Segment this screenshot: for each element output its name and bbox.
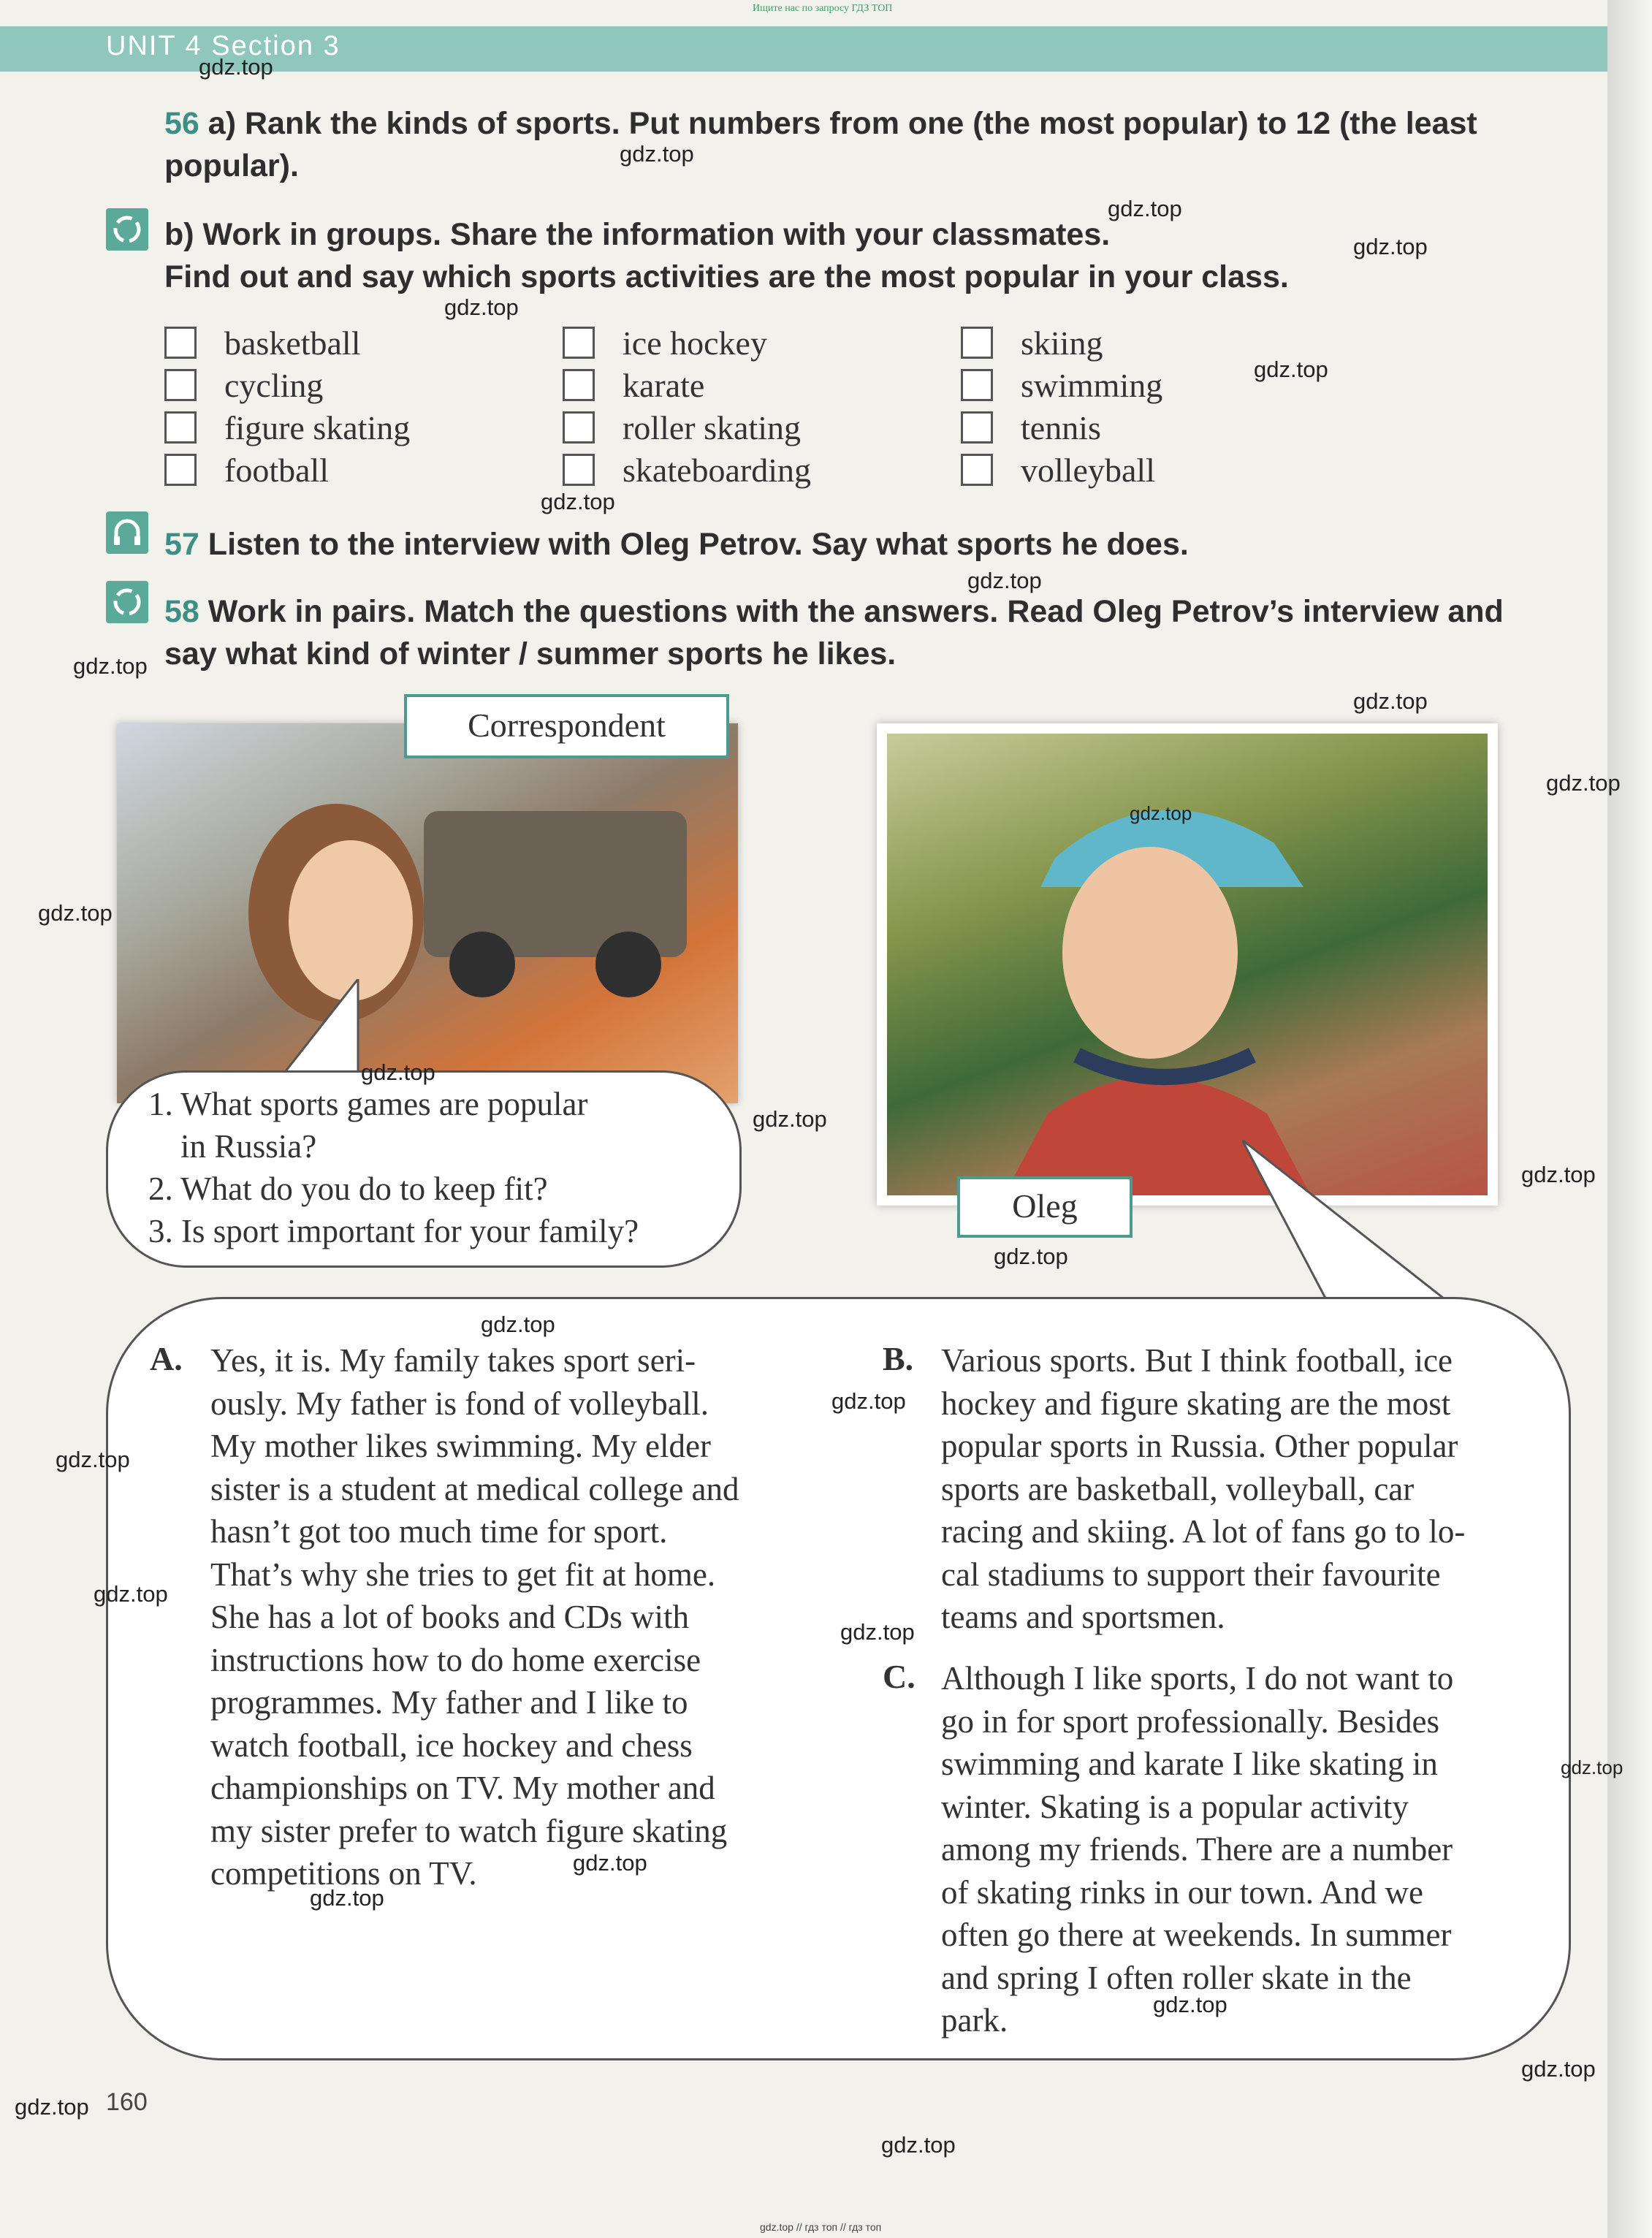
watermark: gdz.top: [1353, 688, 1428, 714]
watermark: gdz.top: [56, 1447, 130, 1472]
answer-a-line: competitions on TV.: [210, 1855, 477, 1892]
watermark: gdz.top: [1130, 802, 1192, 824]
headphones-icon: [106, 511, 148, 554]
watermark: gdz.top: [1353, 234, 1428, 259]
checkbox[interactable]: [563, 411, 595, 444]
watermark: gdz.top: [1546, 770, 1621, 796]
answer-b-line: racing and skiing. A lot of fans go to lo-: [941, 1513, 1466, 1550]
sport-item: [164, 321, 544, 364]
pair-work-icon: [106, 581, 148, 623]
checkbox[interactable]: [164, 327, 197, 359]
watermark: gdz.top: [573, 1850, 647, 1876]
task-56-b-line1: b) Work in groups. Share the information with your classmates.: [164, 217, 1111, 252]
sport-item: [563, 364, 943, 406]
watermark: gdz.top: [1561, 1756, 1624, 1778]
unit-title: UNIT 4 Section 3: [106, 31, 340, 61]
task-58: [164, 590, 1553, 675]
answer-a-line: She has a lot of books and CDs with: [210, 1599, 689, 1635]
answer-c-line: often go there at weekends. In summer: [941, 1917, 1452, 1953]
checkbox[interactable]: [563, 369, 595, 401]
answer-a-line: watch football, ice hockey and chess: [210, 1727, 693, 1764]
task-57-number: 57: [164, 527, 199, 562]
watermark: gdz.top: [831, 1388, 906, 1414]
sport-item: [164, 364, 544, 406]
task-57-text: Listen to the interview with Oleg Petrov. Say what sports he does.: [208, 527, 1189, 562]
sport-label: skateboarding: [623, 451, 812, 489]
answer-c-letter: C.: [883, 1658, 916, 1695]
checkbox[interactable]: [563, 454, 595, 486]
answer-c-line: of skating rinks in our town. And we: [941, 1873, 1423, 1911]
sport-label: swimming: [1021, 366, 1163, 404]
task-56-a: [164, 102, 1553, 187]
answer-b-line: cal stadiums to support their favourite: [941, 1556, 1441, 1593]
sport-item: [563, 449, 943, 491]
sport-label: volleyball: [1021, 451, 1155, 489]
task-56-a-text: a) Rank the kinds of sports. Put numbers from one (the most popular) to 12 (the least popular).: [164, 106, 1477, 183]
checkbox[interactable]: [961, 369, 993, 401]
answer-a-text: [210, 1339, 821, 1895]
answer-b-line: hockey and figure skating are the most: [941, 1385, 1451, 1422]
watermark: gdz.top: [199, 54, 273, 80]
task-58-number: 58: [164, 594, 199, 629]
footer-note: gdz.top // гдз топ // гдз топ: [760, 2221, 882, 2233]
answer-c-text: [941, 1657, 1533, 2042]
answer-a-line: ously. My father is fond of volleyball.: [210, 1385, 709, 1422]
task-57: [164, 523, 1553, 566]
questions-list: [148, 1083, 639, 1252]
top-site-note: Ищите нас по запросу ГДЗ ТОП: [753, 3, 893, 14]
watermark: gdz.top: [15, 2094, 89, 2120]
answer-c-line: and spring I often roller skate in the: [941, 1959, 1412, 1996]
watermark: gdz.top: [1521, 2056, 1596, 2082]
sport-item: [961, 406, 1341, 449]
watermark: gdz.top: [1153, 1992, 1227, 2017]
answer-a-line: programmes. My father and I like to: [210, 1684, 688, 1721]
sports-column-3: [961, 321, 1341, 491]
watermark: gdz.top: [310, 1885, 384, 1911]
checkbox[interactable]: [961, 454, 993, 486]
watermark: gdz.top: [38, 900, 113, 926]
answer-a-line: My mother likes swimming. My elder: [210, 1428, 711, 1464]
sport-item: [164, 449, 544, 491]
answer-b-line: popular sports in Russia. Other popular: [941, 1428, 1458, 1464]
task-58-text: Work in pairs. Match the questions with the answers. Read Oleg Petrov’s interview and say what kind of winter / summer sports he likes.: [164, 594, 1504, 671]
watermark: gdz.top: [620, 141, 694, 167]
watermark: gdz.top: [840, 1619, 915, 1645]
checkbox[interactable]: [164, 411, 197, 444]
sport-label: karate: [623, 366, 705, 404]
sport-label: tennis: [1021, 408, 1101, 446]
sport-label: roller skating: [623, 408, 801, 446]
sport-label: football: [224, 451, 330, 489]
page-edge: [1607, 0, 1652, 2238]
answer-b-letter: B.: [883, 1340, 914, 1377]
sports-column-1: [164, 321, 544, 491]
page-number: 160: [106, 2088, 148, 2116]
question-1-cont: in Russia?: [180, 1128, 317, 1165]
sport-label: figure skating: [224, 408, 411, 446]
watermark: gdz.top: [73, 653, 148, 679]
checkbox[interactable]: [164, 454, 197, 486]
answer-b-line: teams and sportsmen.: [941, 1599, 1225, 1635]
watermark: gdz.top: [361, 1059, 435, 1085]
answer-a-line: sister is a student at medical college and: [210, 1470, 739, 1507]
answer-a-line: championships on TV. My mother and: [210, 1770, 715, 1806]
sports-column-2: [563, 321, 943, 491]
watermark: gdz.top: [1254, 357, 1328, 382]
task-56-number: 56: [164, 106, 199, 141]
watermark: gdz.top: [881, 2132, 956, 2158]
watermark: gdz.top: [444, 294, 519, 320]
answer-a-line: instructions how to do home exercise: [210, 1641, 701, 1678]
sport-label: cycling: [224, 366, 324, 404]
answer-c-line: swimming and karate I like skating in: [941, 1746, 1438, 1782]
answer-b-text: [941, 1339, 1533, 1639]
task-56-b: [164, 213, 1553, 298]
answer-a-line: hasn’t got too much time for sport.: [210, 1513, 668, 1550]
answer-c-line: go in for sport professionally. Besides: [941, 1702, 1439, 1740]
answer-c-line: among my friends. There are a number: [941, 1831, 1453, 1868]
correspondent-photo: [117, 723, 738, 1103]
checkbox[interactable]: [164, 369, 197, 401]
watermark: gdz.top: [541, 489, 615, 514]
bubble-tail-oleg: [1242, 1140, 1461, 1308]
sport-item: [563, 406, 943, 449]
checkbox[interactable]: [961, 327, 993, 359]
group-work-icon: [106, 208, 148, 251]
answer-b-line: Various sports. But I think football, ice: [941, 1342, 1453, 1379]
answer-c-line: Although I like sports, I do not want to: [941, 1660, 1454, 1697]
watermark: gdz.top: [967, 568, 1042, 593]
answer-a-line: That’s why she tries to get fit at home.: [210, 1556, 716, 1593]
watermark: gdz.top: [1521, 1162, 1596, 1187]
sport-label: ice hockey: [623, 324, 767, 362]
question-1: 1. What sports games are popular: [148, 1086, 588, 1122]
sport-item: [164, 406, 544, 449]
checkbox[interactable]: [563, 327, 595, 359]
question-2: 2. What do you do to keep fit?: [148, 1171, 548, 1207]
answer-b-line: sports are basketball, volleyball, car: [941, 1470, 1415, 1507]
sport-label: skiing: [1021, 324, 1103, 362]
answer-c-line: winter. Skating is a popular activity: [941, 1788, 1409, 1825]
checkbox[interactable]: [961, 411, 993, 444]
question-3: 3. Is sport important for your family?: [148, 1213, 639, 1249]
oleg-label: Oleg: [957, 1176, 1133, 1238]
answer-a-line: Yes, it is. My family takes sport seri-: [210, 1342, 696, 1379]
watermark: gdz.top: [481, 1312, 555, 1337]
correspondent-label: Correspondent: [404, 694, 729, 758]
oleg-photo: [877, 723, 1498, 1206]
answer-a-line: my sister prefer to watch figure skating: [210, 1812, 728, 1849]
watermark: gdz.top: [994, 1244, 1068, 1269]
answer-a-letter: A.: [150, 1340, 183, 1377]
questions-bubble: [106, 1070, 742, 1268]
watermark: gdz.top: [94, 1581, 168, 1607]
watermark: gdz.top: [753, 1106, 827, 1132]
task-56-b-line2: Find out and say which sports activities are the most popular in your class.: [164, 259, 1289, 294]
sport-label: basketball: [224, 324, 361, 362]
sport-item: [961, 449, 1341, 491]
answer-c-line: park.: [941, 2002, 1008, 2039]
watermark: gdz.top: [1108, 196, 1182, 221]
sport-item: [563, 321, 943, 364]
